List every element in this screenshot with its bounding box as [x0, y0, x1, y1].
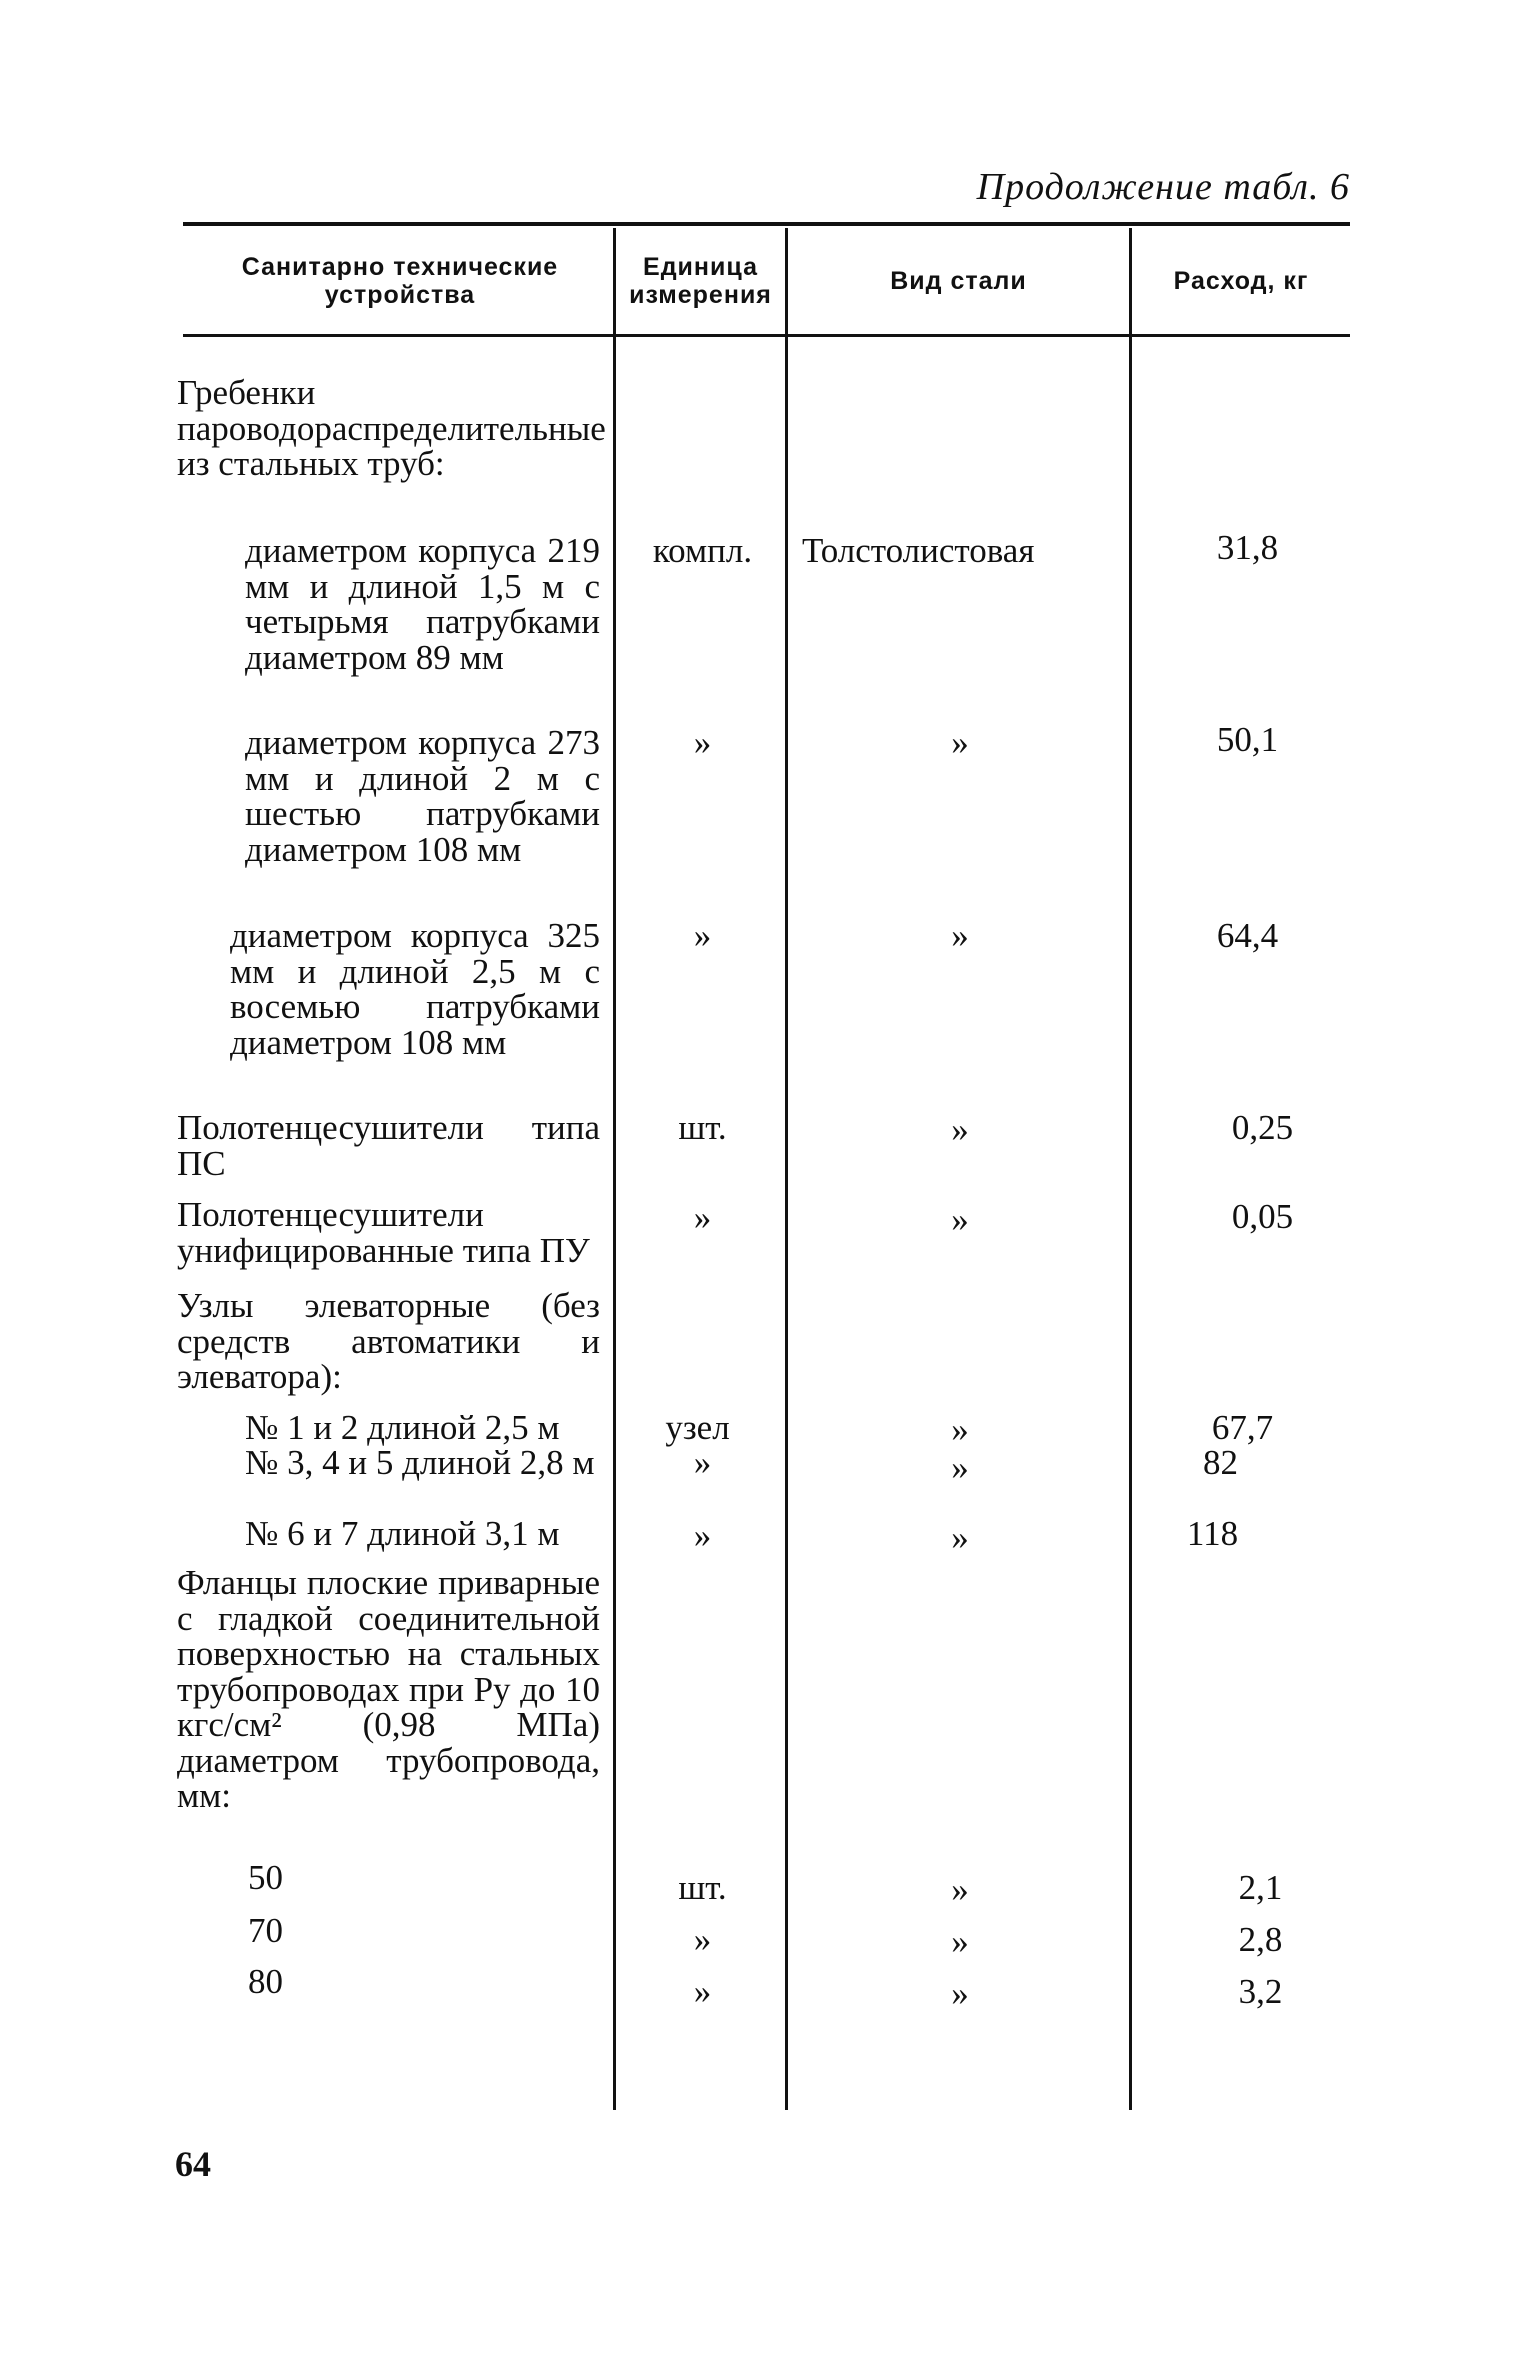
- header-device: Санитарно технические устройства: [241, 253, 559, 309]
- row-value: 67,7: [1211, 1408, 1274, 1447]
- row-unit: »: [693, 1516, 712, 1555]
- row-unit: компл.: [652, 531, 753, 570]
- row-value: 2,8: [1238, 1920, 1283, 1959]
- row-unit: шт.: [678, 1868, 727, 1907]
- row-unit: »: [693, 916, 712, 955]
- row-desc: диаметром корпуса 219 мм и длиной 1,5 м с четырьмя патрубками диаметром 89 мм: [245, 531, 600, 677]
- row-value: 0,05: [1231, 1197, 1294, 1236]
- row-value: 3,2: [1238, 1972, 1283, 2011]
- row-desc: 80: [248, 1962, 283, 2001]
- row-value: 0,25: [1231, 1108, 1294, 1147]
- column-divider-2: [785, 228, 788, 2110]
- row-steel: »: [951, 1518, 969, 1557]
- row-desc: 50: [248, 1858, 283, 1897]
- row-desc: № 1 и 2 длиной 2,5 м: [245, 1408, 560, 1447]
- row-unit: »: [693, 1198, 712, 1237]
- row-unit: »: [693, 1443, 712, 1482]
- row-value: 50,1: [1216, 720, 1279, 759]
- table-caption: Продолжение табл. 6: [976, 166, 1350, 208]
- row-desc: диаметром корпуса 273 мм и длиной 2 м с шестью патрубками диаметром 108 мм: [245, 723, 600, 869]
- row-value: 2,1: [1238, 1868, 1283, 1907]
- row-desc: диаметром корпуса 325 мм и длиной 2,5 м с восемью патрубками диаметром 108 мм: [230, 916, 600, 1062]
- row-steel: »: [951, 1870, 969, 1909]
- row-desc: Полотенцесушители типа ПС: [177, 1108, 600, 1183]
- row-title-elevator-units: Узлы элеваторные (без средств автоматики и элеватора):: [177, 1286, 600, 1396]
- row-desc: № 6 и 7 длиной 3,1 м: [245, 1514, 560, 1553]
- row-desc: 70: [248, 1911, 283, 1950]
- row-unit: »: [693, 723, 712, 762]
- header-consumption: Расход, кг: [1173, 267, 1309, 295]
- row-value: 118: [1186, 1514, 1239, 1553]
- header-unit: Единица измерения: [629, 253, 772, 309]
- row-title-combs: Гребенки пароводораспределительные из стальных труб:: [177, 373, 606, 483]
- row-steel: »: [951, 1200, 969, 1239]
- row-value: 64,4: [1216, 916, 1279, 955]
- row-steel: Толстолистовая: [802, 531, 1035, 570]
- header-bottom-rule: [183, 334, 1350, 337]
- row-unit: узел: [665, 1408, 730, 1447]
- row-title-flanges: Фланцы плоские приварные с гладкой соединительной поверхностью на стальных трубопроводах при Pу до 10 кгс/см² (0,98 МПа) диаметром трубопровода, мм:: [177, 1563, 600, 1815]
- row-steel: »: [951, 723, 969, 762]
- row-steel: »: [951, 916, 969, 955]
- row-value: 31,8: [1216, 528, 1279, 567]
- header-steel: Вид стали: [890, 267, 1027, 295]
- row-unit: шт.: [678, 1108, 727, 1147]
- row-steel: »: [951, 1410, 969, 1449]
- row-desc: № 3, 4 и 5 длиной 2,8 м: [245, 1443, 595, 1482]
- row-steel: »: [951, 1922, 969, 1961]
- column-divider-3: [1129, 228, 1132, 2110]
- row-steel: »: [951, 1974, 969, 2013]
- row-steel: »: [951, 1110, 969, 1149]
- row-steel: »: [951, 1448, 969, 1487]
- column-divider-1: [613, 228, 616, 2110]
- row-unit: »: [693, 1972, 712, 2011]
- row-unit: »: [693, 1920, 712, 1959]
- row-desc: Полотенцесушители унифицированные типа ПУ: [177, 1195, 590, 1270]
- row-value: 82: [1203, 1443, 1238, 1482]
- table-top-rule: [183, 222, 1350, 226]
- page-number: 64: [175, 2144, 211, 2184]
